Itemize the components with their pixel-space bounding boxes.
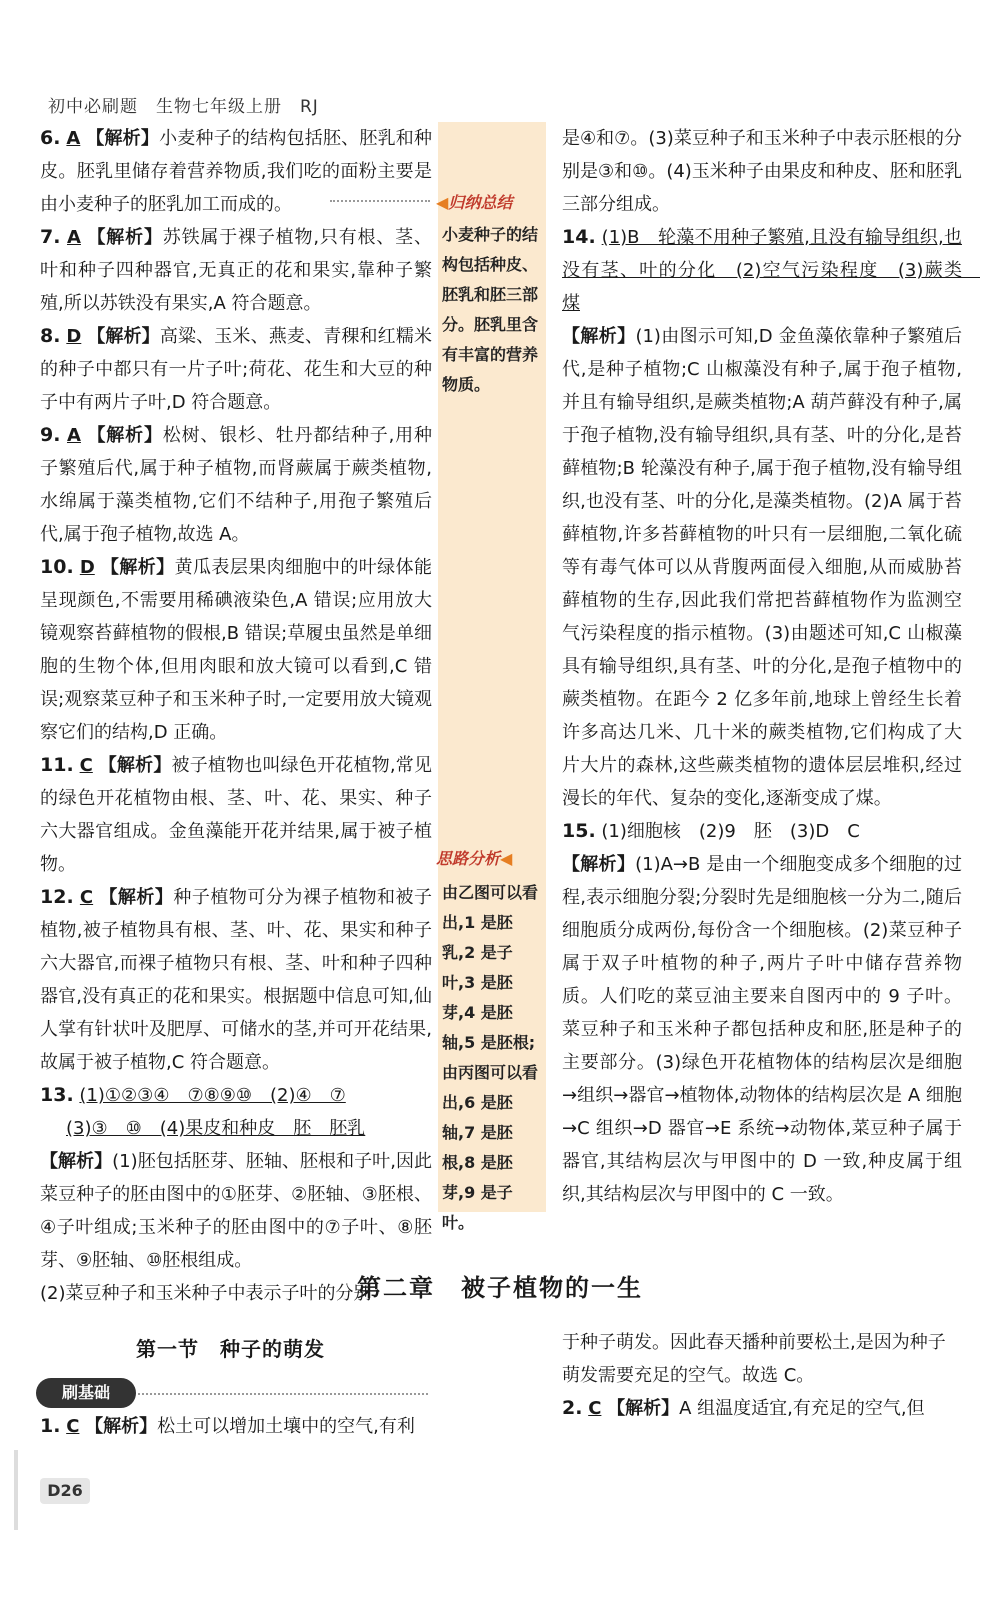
answer-item-1-continued: 于种子萌发。因此春天播种前要松土,是因为种子萌发需要充足的空气。故选 C。 — [562, 1332, 946, 1386]
right-column — [562, 122, 980, 1211]
answer-item-2: 2. C 【解析】A 组温度适宜,有充足的空气,但 — [562, 1397, 925, 1419]
bottom-left-block — [40, 1410, 432, 1443]
answer-item-15: 15. (1)细胞核 (2)9 胚 (3)D C — [562, 820, 860, 842]
answer-item-15-analysis: 【解析】(1)A→B 是由一个细胞变成多个细胞的过程,表示细胞分裂;分裂时先是细胞核一分为二,随后细胞质分成两份,每份含一个细胞核。(2)菜豆种子属于双子叶植物的种子,两片子叶中储存营养物质。人们吃的菜豆油主要来自图丙中的 9 子叶。菜豆种子和玉米种子都包括种皮和胚,胚是种子的主要部分。(3)绿色开花植物体的结构层次是细胞→组织→器官→植物体,动物体的结构层次是 A 细胞→C 组织→D 器官→E 系统→动物体,菜豆种子属于器官,其结构层次与甲图中的 D 一致,种皮属于组织,其结构层次与甲图中的 C 一致。 — [562, 854, 962, 1205]
answer-item-14: 14. (1)B 轮藻不用种子繁殖,且没有输导组织,也没有茎、叶的分化 (2)空气污染程度 (3)蕨类 煤 — [562, 226, 980, 314]
page-header: 初中必刷题 生物七年级上册 RJ — [48, 97, 319, 117]
answer-item-13-continued: 是④和⑦。(3)菜豆种子和玉米种子中表示胚根的分别是③和⑩。(4)玉米种子由果皮和种皮、胚和胚乳三部分组成。 — [562, 128, 962, 215]
sidebar-note-analysis: 由乙图可以看出,1 是胚乳,2 是子叶,3 是胚芽,4 是胚轴,5 是胚根;由丙图可以看出,6 是胚轴,7 是胚根,8 是胚芽,9 是子叶。 — [442, 883, 539, 1232]
answer-item-14-analysis: 【解析】(1)由图示可知,D 金鱼藻依靠种子繁殖后代,是种子植物;C 山椒藻没有种子,属于孢子植物,并且有输导组织,是蕨类植物;A 葫芦藓没有种子,属于孢子植物,没有输导组织,具有茎、叶的分化,是苔藓植物;B 轮藻没有种子,属于孢子植物,没有输导组织,也没有茎、叶的分化,是藻类植物。(2)A 属于苔藓植物,许多苔藓植物的叶只有一层细胞,二氧化硫等有毒气体可以从背腹两面侵入细胞,从而威胁苔藓植物的生存,因此我们常把苔藓植物作为监测空气污染程度的指示植物。(3)由题述可知,C 山椒藻具有输导组织,具有茎、叶的分化,是孢子植物中的蕨类植物。在距今 2 亿多年前,地球上曾经生长着许多高达几米、几十米的蕨类植物,它们构成了大片大片的森林,这些蕨类植物的遗体层层堆积,经过漫长的年代、复杂的变化,逐渐变成了煤。 — [562, 326, 962, 809]
margin-bar — [14, 1450, 18, 1530]
arrow-icon: ◀ — [436, 193, 449, 212]
dotted-divider — [138, 1393, 428, 1395]
section-badge: 刷基础 — [36, 1378, 136, 1408]
answer-item-13-line2: (3)③ ⑩ (4)果皮和种皮 胚 胚乳 — [66, 1118, 366, 1139]
answer-item-7: 7. A 【解析】苏铁属于裸子植物,只有根、茎、叶和种子四种器官,无真正的花和果实,靠种子繁殖,所以苏铁没有果实,A 符合题意。 — [40, 226, 432, 314]
page-number: D26 — [40, 1478, 90, 1504]
arrow-icon: ◀ — [500, 849, 513, 868]
answer-item-13-analysis: 【解析】(1)胚包括胚芽、胚轴、胚根和子叶,因此菜豆种子的胚由图中的①胚芽、②胚轴、③胚根、④子叶组成;玉米种子的胚由图中的⑦子叶、⑧胚芽、⑨胚轴、⑩胚根组成。 — [40, 1151, 433, 1271]
answer-item-13: 13. (1)①②③④ ⑦⑧⑨⑩ (2)④ ⑦ — [40, 1084, 346, 1106]
sidebar-title-summary: ◀归纳总结 — [436, 193, 513, 212]
left-column — [40, 122, 432, 1310]
answer-item-13-analysis-2: (2)菜豆种子和玉米种子中表示子叶的分别 — [40, 1283, 372, 1304]
answer-item-9: 9. A 【解析】松树、银杉、牡丹都结种子,用种子繁殖后代,属于种子植物,而肾蕨属于蕨类植物,水绵属于藻类植物,它们不结种子,用孢子繁殖后代,属于孢子植物,故选 A。 — [40, 424, 432, 545]
sidebar-title-analysis: 思路分析◀ — [436, 849, 513, 868]
answer-item-11: 11. C 【解析】被子植物也叫绿色开花植物,常见的绿色开花植物由根、茎、叶、花、果实、种子六大器官组成。金鱼藻能开花并结果,属于被子植物。 — [40, 754, 432, 875]
bottom-right-block — [562, 1326, 962, 1425]
answer-item-12: 12. C 【解析】种子植物可分为裸子植物和被子植物,被子植物具有根、茎、叶、花、果实和种子六大器官,而裸子植物只有根、茎、叶和种子四种器官,没有真正的花和果实。根据题中信息可知,仙人掌有针状叶及肥厚、可储水的茎,并可开花结果,故属于被子植物,C 符合题意。 — [40, 886, 432, 1073]
answer-item-8: 8. D 【解析】高粱、玉米、燕麦、青稞和红糯米的种子中都只有一片子叶;荷花、花生和大豆的种子中有两片子叶,D 符合题意。 — [40, 325, 432, 413]
chapter-title: 第二章 被子植物的一生 — [357, 1274, 643, 1302]
sidebar-note-summary: 小麦种子的结构包括种皮、胚乳和胚三部分。胚乳里含有丰富的营养物质。 — [442, 225, 539, 394]
answer-item-6: 6. A 【解析】小麦种子的结构包括胚、胚乳和种皮。胚乳里储存着营养物质,我们吃的面粉主要是由小麦种子的胚乳加工而成的。 — [40, 127, 432, 215]
answer-item-1: 1. C 【解析】松土可以增加土壤中的空气,有利 — [40, 1415, 415, 1437]
section-title: 第一节 种子的萌发 — [136, 1337, 325, 1361]
answer-item-10: 10. D 【解析】黄瓜表层果肉细胞中的叶绿体能呈现颜色,不需要用稀碘液染色,A 错误;应用放大镜观察苔藓植物的假根,B 错误;草履虫虽然是单细胞的生物个体,但用肉眼和放大镜可以看到,C 错误;观察菜豆种子和玉米种子时,一定要用放大镜观察它们的结构,D 正确。 — [40, 556, 432, 743]
